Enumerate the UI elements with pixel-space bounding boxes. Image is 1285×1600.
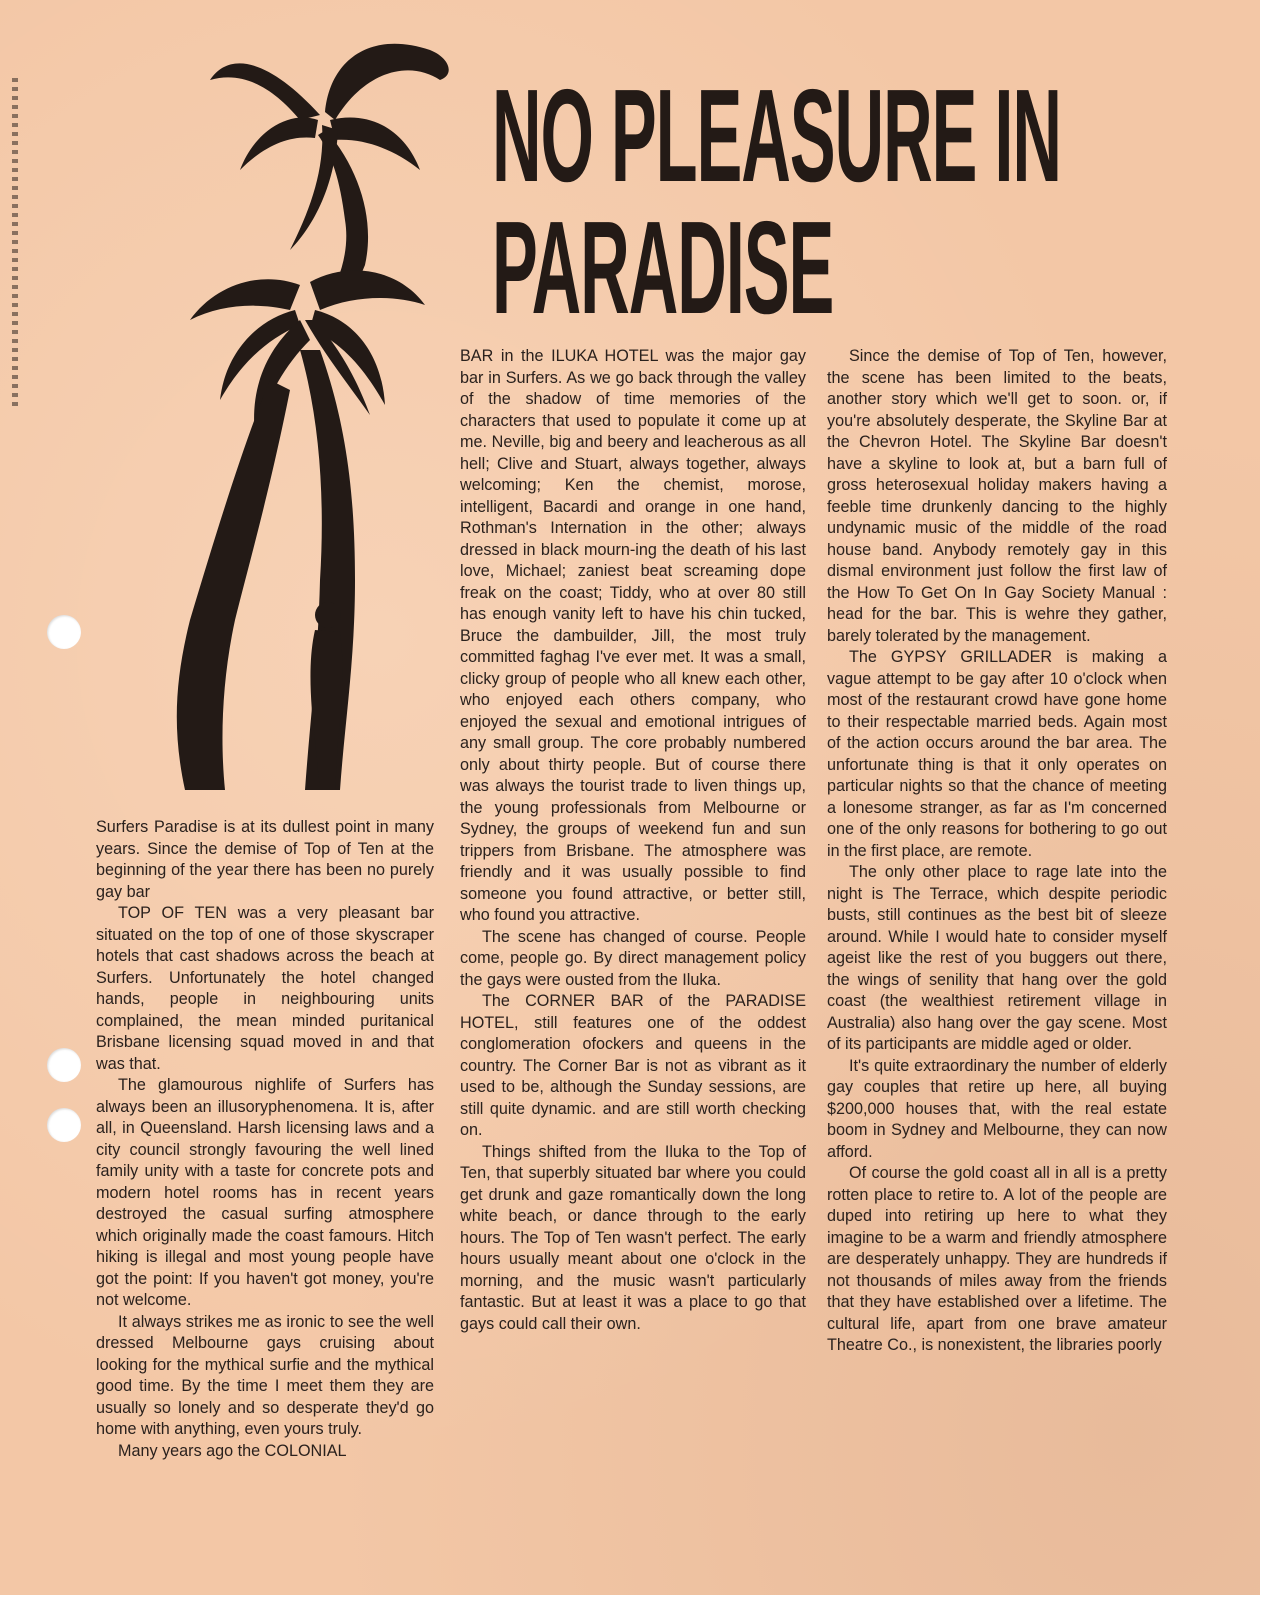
paragraph: BAR in the ILUKA HOTEL was the major gay bar in Surfers. As we go back through the valley of the shadow of time memories of the characters that used to populate it come up at me. Neville, big and beery and leacherous as all hell; Clive and Stuart, always together, always welcoming; Ken the chemist, morose, intelligent, Bacardi and orange in one hand, Rothman's Internation in the other; always dressed in black mourn-ing the death of his last love, Michael; zaniest beat screaming dope freak on the coast; Tiddy, who at over 80 still has enough vanity left to have his chin tucked, Bruce the dambuilder, Jill, the most truly committed faghag I've ever met. It was a small, clicky group of people who all knew each other, who enjoyed each others company, who enjoyed the sexual and emotional intrigues of any small group. The core probably numbered only about thirty people. But of course there was always the tourist trade to liven things up, the young professionals from Melbourne or Sydney, the groups of weekend fun and sun trippers from Brisbane. The atmosphere was friendly and it was usually possible to find someone you found attractive, or better still, who found you attractive. xyxy=(460,347,806,924)
paragraph: The CORNER BAR of the PARADISE HOTEL, still features one of the oddest conglomeration ofockers and queens in the country. The Corner Bar is not as vibrant as it used to be, although the Sunday sessions, are still quite dynamic. and are still worth checking on. xyxy=(460,992,806,1139)
page-margin xyxy=(1260,0,1285,1600)
paragraph: The only other place to rage late into the night is The Terrace, which despite periodic busts, still continues as the best bit of sleeze around. While I would hate to consider myself ageist like the rest of you buggers out there, the wings of senility that hang over the gold coast (the wealthiest retirement village in Australia) also hang over the gay scene. Most of its participants are middle aged or older. xyxy=(827,863,1167,1053)
article-column-1 xyxy=(96,817,434,1462)
headline xyxy=(492,62,1212,341)
paragraph: Things shifted from the Iluka to the Top of Ten, that superbly situated bar where you could get drunk and gaze romantically down the long white beach, or dance through to the early hours. The Top of Ten wasn't perfect. The early hours usually meant about one o'clock in the morning, and the music wasn't particularly fantastic. But at least it was a place to go that gays could call their own. xyxy=(460,1142,806,1333)
paragraph: Of course the gold coast all in all is a pretty rotten place to retire to. A lot of the people are duped into retiring up here to what they imagine to be a warm and friendly atmosphere are desperately unhappy. They are hundreds if not thousands of miles away from the friends that they have established over a lifetime. The cultural life, apart from one brave amateur Theatre Co., is nonexistent, the libraries poorly xyxy=(827,1164,1167,1354)
paragraph: The glamourous nighlife of Surfers has always been an illusoryphenomena. It is, after all, in Queensland. Harsh licensing laws and a city council strongly favouring the well lined family unity with a taste for concrete pots and modern hotel rooms has in recent years destroyed the casual surfing atmosphere which originally made the coast famours. Hitch hiking is illegal and most young people have got the point: If you haven't got money, you're not welcome. xyxy=(96,1076,434,1309)
headline-line-1: NO PLEASURE IN xyxy=(492,62,1061,209)
paragraph: Since the demise of Top of Ten, however, the scene has been limited to the beats, another story which we'll get to soon. or, if you're absolutely desperate, the Skyline Bar at the Chevron Hotel. The Skyline Bar doesn't have a skyline to look at, but a barn full of gross heterosexual holiday makers having a feeble time drunkenly dancing to the highly undynamic music of the middle of the road house band. Anybody remotely gay in this dismal environment just follow the first law of the How To Get On In Gay Society Manual : head for the bar. This is wehre they gather, barely tolerated by the management. xyxy=(827,347,1167,645)
punch-hole-bottom xyxy=(47,1108,81,1142)
paragraph: Many years ago the COLONIAL xyxy=(118,1441,347,1460)
paragraph: The GYPSY GRILLADER is making a vague attempt to be gay after 10 o'clock when most of the restaurant crowd have gone home to their respectable married beds. Again most of the action occurs around the bar area. The unfortunate thing is that it only operates on particular nights so that the chance of meeting a lonesome stranger, as far as I'm concerned one of the only reasons for bothering to go out in the first place, are remote. xyxy=(827,648,1167,860)
article-column-2 xyxy=(460,346,806,1335)
paragraph: It's quite extraordinary the number of elderly gay couples that retire up here, all buying $200,000 houses that, with the real estate boom in Sydney and Melbourne, they can now afford. xyxy=(827,1056,1167,1161)
palm-trees-silhouette-icon xyxy=(150,20,460,820)
paragraph: It always strikes me as ironic to see the well dressed Melbourne gays cruising about looking for the mythical surfie and the mythical good time. By the time I meet them they are usually so lonely and so desperate they'd go home with anything, even yours truly. xyxy=(96,1312,434,1438)
paragraph: TOP OF TEN was a very pleasant bar situated on the top of one of those skyscraper hotels that cast shadows across the beach at Surfers. Unfortunately the hotel changed hands, people in neighbouring units complained, the mean minded puritanical Brisbane licensing squad moved in and that was that. xyxy=(96,904,434,1073)
punch-hole-top xyxy=(47,615,81,649)
article-column-3 xyxy=(827,346,1167,1357)
headline-line-2: PARADISE xyxy=(492,194,834,341)
punch-hole-middle xyxy=(47,1048,81,1082)
perforated-edge xyxy=(12,78,18,408)
paragraph: The scene has changed of course. People come, people go. By direct management policy the gays were ousted from the Iluka. xyxy=(460,927,806,989)
paragraph: Surfers Paradise is at its dullest point in many years. Since the demise of Top of Ten at the beginning of the year there has been no purely gay bar xyxy=(96,818,434,901)
